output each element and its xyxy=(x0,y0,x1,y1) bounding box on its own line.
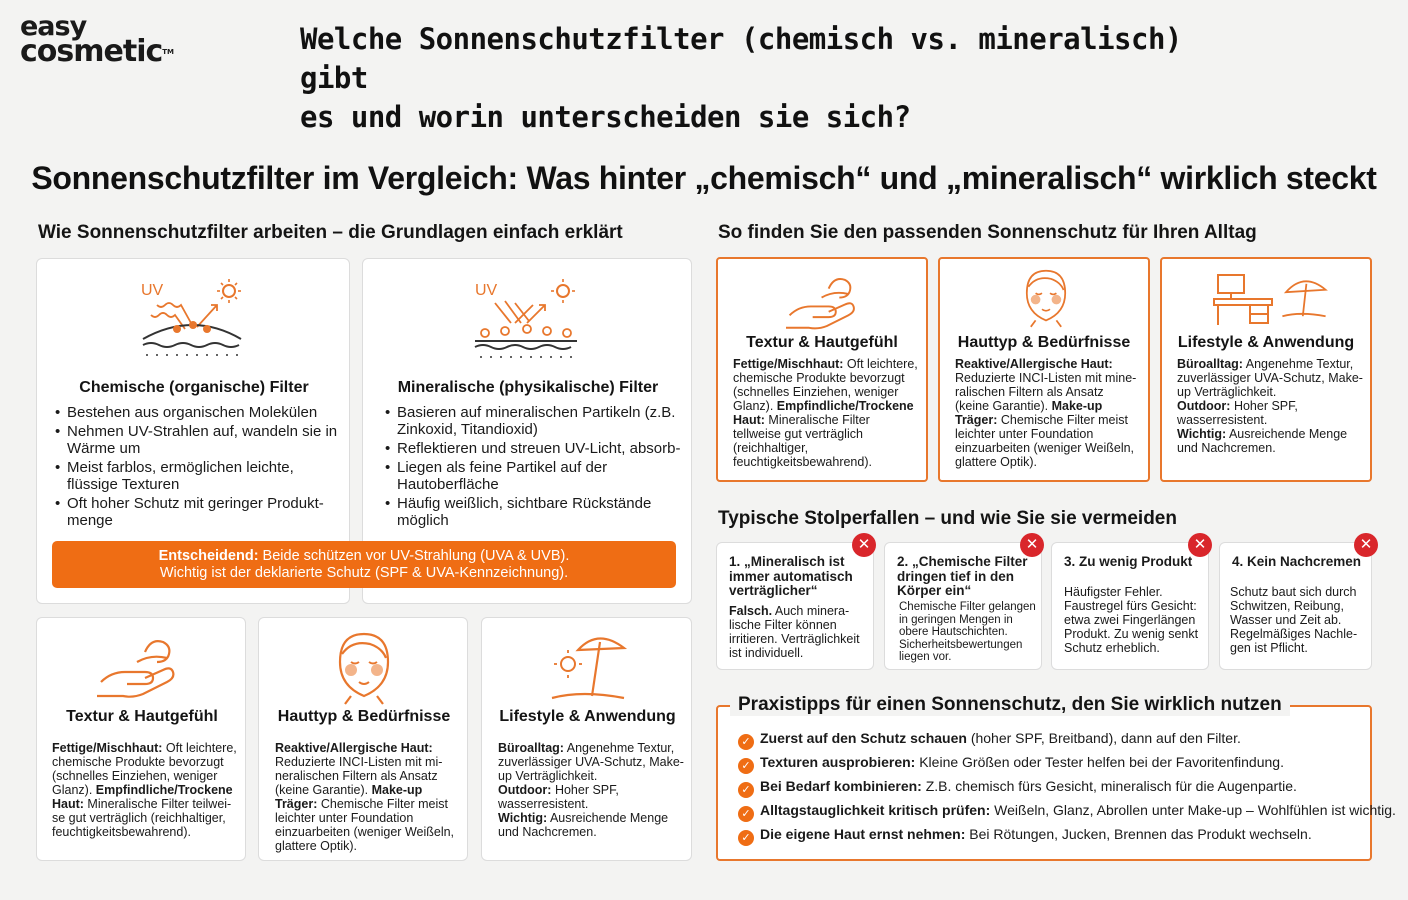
texture-card-title: Textur & Hautgefühl xyxy=(66,708,218,725)
hand-cream-icon xyxy=(97,632,187,702)
card-strong: Fettige/Mischhaut: xyxy=(733,357,844,371)
tip-text: Z.B. chemisch fürs Gesicht, mineralisch für die Augenpartie. xyxy=(921,778,1297,794)
list-item: • Bestehen aus organischen Molekülen xyxy=(55,404,340,421)
tip-strong: Zuerst auf den Schutz schauen xyxy=(760,730,967,746)
card-strong: Fettige/Mischhaut: xyxy=(52,741,163,755)
page-title: Sonnenschutzfilter im Vergleich: Was hinter „chemisch“ und „mineralisch“ wirklich steckt xyxy=(31,160,1377,196)
chemical-filter-title: Chemische (organische) Filter xyxy=(79,379,309,396)
texture-card-body xyxy=(52,741,238,839)
close-icon: ✕ xyxy=(1020,533,1044,557)
card-strong: Outdoor: xyxy=(1177,399,1231,413)
card-strong: Wichtig: xyxy=(498,811,548,825)
pitfall-text: Schutz baut sich durch Schwitzen, Reibung, Wasser und Zeit ab. Regelmäßiges Nachle-gen ist Pflicht. xyxy=(1230,585,1358,655)
card-text: Reduzierte INCI-Listen mit mine-ralischen Filtern als Ansatz (keine Garantie). xyxy=(955,371,1137,413)
tip-strong: Texturen ausprobieren: xyxy=(760,754,916,770)
card-strong: Empfindliche/Trockene Haut: xyxy=(733,399,914,427)
pitfall-card-1 xyxy=(716,542,874,670)
logo-line2 xyxy=(20,34,180,69)
card-text: Mineralische Filter tellweise gut verträglich (reichhaltiger, feuchtigkeitsbewahrend). xyxy=(733,413,872,469)
pitfall-title: 4. Kein Nachcremen xyxy=(1232,554,1362,569)
right-texture-body xyxy=(733,357,919,469)
right-lifestyle-body xyxy=(1177,357,1363,455)
list-item: • Reflektieren und streuen UV-Licht, absorb- xyxy=(385,440,685,457)
tip-item xyxy=(738,754,1284,774)
card-text: Oft leichtere, chemische Produkte bevorzugt (schnelles Einziehen, weniger Glanz). xyxy=(52,741,237,797)
brand-logo xyxy=(20,11,180,69)
list-item: • Basieren auf mineralischen Partikeln (z.B. Zinkoxid, Titandioxid) xyxy=(385,404,685,438)
skin-type-card-body xyxy=(275,741,461,853)
card-text: Reduzierte INCI-Listen mit mi-neralischen Filtern als Ansatz (keine Garantie). xyxy=(275,755,443,797)
logo-word: cosmetic xyxy=(20,34,163,69)
pitfall-title: 3. Zu wenig Produkt xyxy=(1064,554,1193,569)
left-section-heading: Wie Sonnenschutzfilter arbeiten – die Grundlagen einfach erklärt xyxy=(38,222,623,243)
logo-tm: TM xyxy=(162,48,175,56)
beach-umbrella-icon xyxy=(548,630,628,706)
right-skin-type-card xyxy=(938,257,1150,482)
banner-line2: Wichtig ist der deklarierte Schutz (SPF & UVA-Kennzeichnung). xyxy=(159,565,569,581)
tip-text: Weißeln, Glanz, Abrollen unter Make-up – Wohlfühlen ist wichtig. xyxy=(990,802,1396,818)
card-text: Angenehme Textur, zuverlässiger UVA-Schutz, Make-up Verträglichkeit. xyxy=(1177,357,1363,399)
card-strong: Make-up Träger: xyxy=(275,783,423,811)
card-text: Angenehme Textur, zuverlässiger UVA-Schutz, Make-up Verträglichkeit. xyxy=(498,741,684,783)
logo-line1: easy xyxy=(20,11,87,42)
close-icon: ✕ xyxy=(852,533,876,557)
right-texture-card xyxy=(716,257,928,482)
card-strong: Wichtig: xyxy=(1177,427,1227,441)
pitfall-strong: Falsch. xyxy=(729,604,773,618)
tip-item xyxy=(738,778,1297,798)
uv-absorb-icon xyxy=(137,277,247,367)
card-text: Oft leichtere, chemische Produkte bevorzugt (schnelles Einziehen, weniger Glanz). xyxy=(733,357,918,413)
tip-text: (hoher SPF, Breitband), dann auf den Filter. xyxy=(966,730,1241,746)
uv-reflect-icon xyxy=(471,277,581,367)
pitfall-text: Chemische Filter gelangen in geringen Mengen in obere Hautschichten. Sicherheitsbewertungen liegen vor. xyxy=(899,601,1036,663)
pitfall-card-3 xyxy=(1051,542,1209,670)
tip-strong: Die eigene Haut ernst nehmen: xyxy=(760,826,966,842)
pitfall-text xyxy=(729,604,869,660)
check-icon: ✓ xyxy=(738,734,754,750)
beach-umbrella-icon xyxy=(1280,269,1328,325)
card-strong: Outdoor: xyxy=(498,783,552,797)
card-text: Ausreichende Menge und Nachcremen. xyxy=(498,811,669,839)
card-text: Chemische Filter meist leichter unter Foundation einzuarbeiten (weniger Weißeln, glattere Optik). xyxy=(275,797,455,853)
face-icon xyxy=(1018,265,1074,331)
right-section-heading: So finden Sie den passenden Sonnenschutz für Ihren Alltag xyxy=(718,222,1257,243)
list-item: • Häufig weißlich, sichtbare Rückstände möglich xyxy=(385,495,685,529)
right-skin-type-body xyxy=(955,357,1141,469)
tip-item xyxy=(738,826,1312,846)
pitfall-text: Häufigster Fehler. Faustregel fürs Gesicht: etwa zwei Fingerlängen Produkt. Zu wenig senkt Schutz erheblich. xyxy=(1064,585,1199,655)
pitfall-title: 1. „Mineralisch ist immer automatisch verträglicher“ xyxy=(729,554,853,598)
mineral-filter-title: Mineralische (physikalische) Filter xyxy=(397,379,659,396)
tip-strong: Bei Bedarf kombinieren: xyxy=(760,778,922,794)
skin-type-card xyxy=(258,617,468,861)
lifestyle-card xyxy=(481,617,692,861)
card-strong: Empfindliche/Trockene Haut: xyxy=(52,783,233,811)
card-text: Chemische Filter meist leichter unter Foundation einzuarbeiten (weniger Weißeln, glattere Optik). xyxy=(955,413,1135,469)
key-insight-banner xyxy=(52,541,676,588)
tips-heading: Praxistipps für einen Sonnenschutz, den Sie wirklich nutzen xyxy=(730,694,1290,716)
question-line2: es und worin unterscheiden sie sich? xyxy=(300,100,911,134)
question-heading xyxy=(300,20,1200,137)
pitfall-title: 2. „Chemische Filter dringen tief in den Körper ein“ xyxy=(897,554,1028,598)
card-text: Hoher SPF, wasserresistent. xyxy=(1177,399,1298,427)
texture-card xyxy=(36,617,246,861)
card-text: Mineralische Filter teilwei-se gut verträglich (reichhaltiger, feuchtigkeitsbewahrend). xyxy=(52,797,232,839)
card-text: Ausreichende Menge und Nachcremen. xyxy=(1177,427,1348,455)
lifestyle-card-title: Lifestyle & Anwendung xyxy=(499,708,676,725)
card-strong: Büroalltag: xyxy=(498,741,564,755)
card-strong: Make-up Träger: xyxy=(955,399,1103,427)
card-text: Hoher SPF, wasserresistent. xyxy=(498,783,619,811)
pitfall-card-2 xyxy=(884,542,1042,670)
card-strong: Reaktive/Allergische Haut: xyxy=(275,741,433,755)
list-item: • Nehmen UV-Strahlen auf, wandeln sie in Wärme um xyxy=(55,423,340,457)
office-desk-icon xyxy=(1212,271,1274,327)
face-icon xyxy=(329,630,399,706)
right-texture-title: Textur & Hautgefühl xyxy=(746,334,898,351)
list-item: • Oft hoher Schutz mit geringer Produkt-menge xyxy=(55,495,340,529)
close-icon: ✕ xyxy=(1354,533,1378,557)
pitfall-card-4 xyxy=(1219,542,1372,670)
list-item: • Meist farblos, ermöglichen leichte, flüssige Texturen xyxy=(55,459,340,493)
skin-type-card-title: Hauttyp & Bedürfnisse xyxy=(277,708,451,725)
tip-strong: Alltagstauglichkeit kritisch prüfen: xyxy=(760,802,991,818)
lifestyle-card-body xyxy=(498,741,684,839)
uv-label: UV xyxy=(475,282,498,299)
tip-text: Bei Rötungen, Jucken, Brennen das Produkt wechseln. xyxy=(965,826,1312,842)
mineral-filter-list xyxy=(385,404,685,531)
chemical-filter-list xyxy=(55,404,340,531)
right-skin-type-title: Hauttyp & Bedürfnisse xyxy=(957,334,1131,351)
close-icon: ✕ xyxy=(1188,533,1212,557)
tip-item xyxy=(738,802,1396,822)
tip-text: Kleine Größen oder Tester helfen bei der Favoritenfindung. xyxy=(915,754,1284,770)
card-strong: Büroalltag: xyxy=(1177,357,1243,371)
tip-item xyxy=(738,730,1241,750)
pitfalls-heading: Typische Stolperfallen – und wie Sie sie vermeiden xyxy=(718,508,1177,529)
uv-label: UV xyxy=(141,282,164,299)
banner-strong: Entscheidend: xyxy=(158,548,259,564)
banner-line1: Beide schützen vor UV-Strahlung (UVA & UVB). xyxy=(258,548,570,564)
right-lifestyle-card xyxy=(1160,257,1372,482)
check-icon: ✓ xyxy=(738,782,754,798)
check-icon: ✓ xyxy=(738,758,754,774)
right-lifestyle-title: Lifestyle & Anwendung xyxy=(1177,334,1355,351)
pitfall-body: Auch minera-lische Filter können irritieren. Verträglichkeit ist individuell. xyxy=(729,604,860,660)
list-item: • Liegen als feine Partikel auf der Hautoberfläche xyxy=(385,459,685,493)
check-icon: ✓ xyxy=(738,806,754,822)
check-icon: ✓ xyxy=(738,830,754,846)
question-line1: Welche Sonnenschutzfilter (chemisch vs. mineralisch) gibt xyxy=(300,22,1182,95)
hand-cream-icon xyxy=(786,269,866,335)
card-strong: Reaktive/Allergische Haut: xyxy=(955,357,1113,371)
